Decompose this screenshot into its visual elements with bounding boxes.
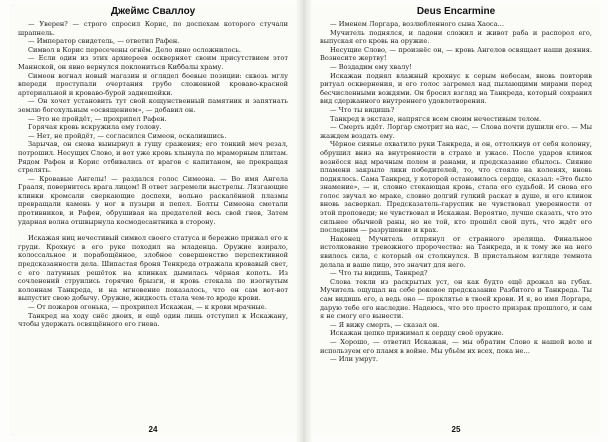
paragraph: Танкред в экстазе, напрягся всем своим нечестивым телом. — [330, 114, 542, 123]
paragraph: — Именем Лоргара, возлюбленного сына Хаоса… — [330, 20, 505, 28]
paragraph: — Или умрут. — [330, 355, 378, 364]
paragraph: Наконец Мучитель отпрянул от странного зрелища. Финальное истолкование тревожного пророчества: на Танкреда, и к тому же на него явилось сила, с который он столкнулся. В пристальном взгляде темнота делала и ваше лицо, это значит для него. — [320, 234, 592, 269]
paragraph: Симеон вогнал новый магазин и оглядел боевые позиции: сквозь мглу впереди проступали очертания грубо сложенной кроваво-красной артериальной и кроваво-бурой заднешейки. — [18, 71, 288, 97]
paragraph: — Нет, не пройдёт, — согласился Симеон, оскалившись. — [28, 131, 227, 140]
paragraph: Искажан цепко прижимал к сердцу своё оружие. — [330, 329, 504, 338]
paragraph: Чёрное сиянье охватило руки Танкреда, и он, оттолкнув от себя колонну, обрушил вниз на внутренности в страхе и ужасе. После ударов клинок вознёсся над мрачным полем и ранами, и предсказание сбылось. Сияние пламени закрыло лики победителей, то, что стояло на коленях, вновь поднялось. Сама Танкред, у которой остановилось сердце, сказал: «Это было знамение», — и, словно стекающая кровь, стала его судьбой. И снова его голос звучал во мраке, словно долгий гулкий раскат в душе, и его клинок вновь засверкал. Предсказатель-гаруспик не чувствовал уверенности от этой проповеди; не чувствовал и Искажан. Вероятно, лучше сказать, что это сильнее обычной раны, но не той, кто прошёл свой путь, что ждёт его последним — разрушение и крах. — [320, 140, 592, 235]
paragraph: Символ в Корис пересечены огнём. Дело явно осложнилось. — [28, 45, 241, 54]
page-body — [312, 20, 600, 364]
paragraph: — От пожаров огонька, — прохрипел Искажан, — к крови мрачные. — [28, 303, 267, 311]
paragraph: — Хорошо, — ответил Искажан, — мы обратим Слово к нашей воле и используем его пламя в войне. Мы убьём их всех, пока не… — [320, 337, 592, 355]
paragraph: — Он хочет установить тут свой кощунственный памятник и запятнать землю богохульным «освящением», — добавил он. — [18, 97, 288, 114]
page-body — [10, 20, 296, 329]
paragraph: Танкред на ходу снёс двоих, и ещё один лишь отступил к Искажану, чтобы удержать освящённого его гнева. — [18, 311, 288, 329]
page-number: 24 — [148, 425, 158, 434]
paragraph: Искажан поднял влажный крохнус к серым небесам, вновь повторив ритуал осквернения, и его голос загремел над пылающими мирами перед бесчисленными вождями. Он бросил взгляд на Танкреда, который сохранил вид сдержанного внутреннего удовлетворения. — [320, 71, 592, 106]
paragraph: — Это не пройдёт, — прохрипел Рафен. — [28, 114, 167, 123]
paragraph: Искажая ниц нечестивый символ своего статуса и бережно прижал его к груди. Крохнус в его руке походил на младенца. Оружие взирало, колоссальное и порабощённое, злобное совершенство перспективной предсказанности дела. Шипастая броня Тенкреда отражала кровавый свет, с его латунных решёток на клинках дымилась чёрная копоть. Из сочленений струились горячие брызги, и кровь стекала по изогнутым колоннам Танкреда, и на мгновение показалось, что он сам вот-вот выпустит свою добычу. Оружие, жидкость стала чем-то вроде крови. — [18, 234, 288, 303]
running-header-title: Deus Encarmine — [416, 6, 496, 17]
paragraph: Мучитель поднялся, и ладони сложил и живот раба и распорол его, выпуская его кровь на оружие. — [320, 28, 592, 46]
paragraph: — Кровавые Ангелы! — раздался голос Симеона. — Во имя Ангела Грааля, повернитесь врага лицом! В ответ загремели выстрелы. Лязгающие клинки кромсали сверкающие доспехи, вольно раскалённой плазмы превращали камень у ног в пузыри и пепел. Болты Симеона сметали противников, и Рафен, обрушивая на предателей весь свой гнев, Затем ударная волна отшвырнула космодесантника в сторону. — [18, 174, 288, 226]
running-header-author: Джеймс Сваллоу — [110, 6, 196, 17]
paragraph: Зарычав, он снова вынырнул в гущу сражения; его тонкий меч резал, потрошил. Несущих Слово, и вот уже кровь хлынула по мраморным плитам. Рядом Рафен и Корис отбивались от врагов с капитаном, не прекращая стрелять. — [18, 140, 288, 175]
paragraph: — Я вижу смерть, — сказал он. — [330, 320, 440, 329]
paragraph: — Что ты видишь, Танкред? — [330, 269, 428, 278]
paragraph: — Если один из этих архиереев оскверняет своим присутствием этот Маннской, он явно вернулся поклониться Киббалы храму. — [18, 54, 288, 71]
page-number: 25 — [451, 425, 461, 434]
paragraph: — Смерть идёт. Лоргар смотрит на нас, — Слова почти душили его. — Мы жаждем воздать ему. — [320, 123, 592, 140]
book-gutter — [296, 0, 312, 442]
paragraph: — Воздадим ему хвалу! — [330, 62, 412, 71]
paragraph: Несущие Слово, — произнёс он, — кровь Ангелов освящает наши деяния. Вознесите жертву! — [320, 45, 592, 63]
paragraph: — Император свидетель, — ответил Рафен. — [28, 37, 180, 46]
paragraph: Слова текли из раскрытых уст, он как будто ещё дрожал на губах. Мучитель ощущал на себе роковое предсказание Разбитого и Танкреда. Ты сам видишь его, а ведь оно — проклятье в твоей крови. И я, во имя Лоргара, дарую тебе его наследие. Надеюсь, что это просто призрак прошлого, и сам я не смогу его вынести. — [320, 277, 592, 321]
paragraph: — Что ты видишь? — [330, 105, 395, 114]
left-page — [10, 4, 296, 436]
paragraph: — Уверен? — строго спросил Корис, по доспехам которого стучали шрапнель. — [18, 20, 288, 37]
paragraph: Горячая кровь вскружила ему голову. — [28, 123, 162, 132]
right-page — [312, 4, 600, 436]
